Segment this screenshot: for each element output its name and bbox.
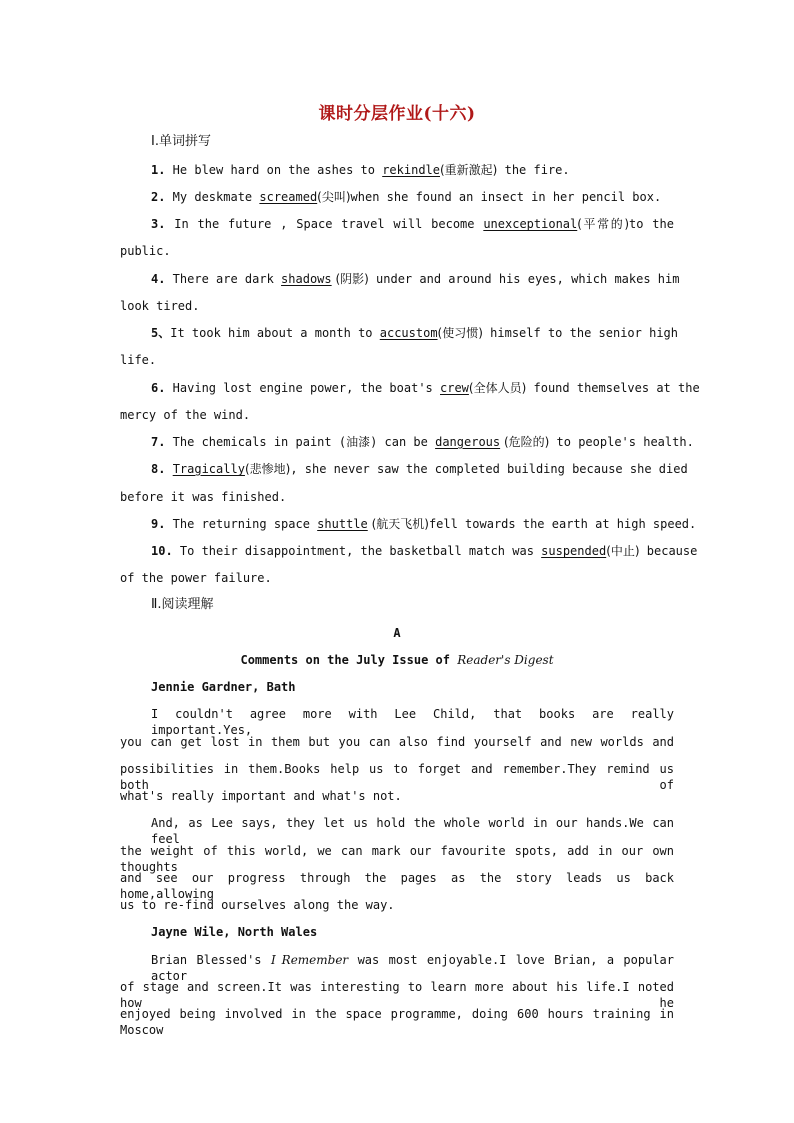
paragraph-line: possibilities in them.Books help us to forget and remember.They remind us both of (120, 762, 674, 792)
paragraph-line: I couldn't agree more with Lee Child, that books are really important.Yes, (151, 707, 674, 737)
answer-word: Tragically (172, 462, 245, 476)
item-text: The returning space (165, 517, 318, 531)
exercise-item-9 (151, 516, 697, 532)
chinese-hint: (航天飞机) (367, 517, 429, 531)
item-text: The chemicals in paint (油漆) can be (165, 435, 436, 449)
item-number: 2. (151, 190, 166, 204)
section-heading-reading: Ⅱ.阅读理解 (151, 597, 214, 612)
item-number: 6. (151, 381, 166, 395)
paragraph-text: was most enjoyable.I love Brian, a popular actor (151, 953, 675, 983)
exercise-item-2 (151, 189, 674, 205)
page-title: 课时分层作业(十六) (318, 104, 476, 124)
answer-word: screamed (259, 190, 318, 204)
item-text: There are dark (165, 272, 282, 286)
paragraph-line: enjoyed being involved in the space programme, doing 600 hours training in Moscow (120, 1007, 674, 1037)
book-title: I Remember (270, 953, 349, 967)
paragraph-text: Brian Blessed's (151, 953, 271, 967)
item-text: the fire. (497, 163, 570, 177)
item-text: found themselves at the (526, 381, 700, 395)
exercise-item-1 (151, 162, 674, 178)
item-number: 1. (151, 163, 166, 177)
section-heading-spelling: Ⅰ.单词拼写 (151, 134, 211, 149)
item-text: when she found an insect in her pencil box. (350, 190, 662, 204)
chinese-hint: (尖叫) (317, 190, 351, 204)
item-continuation: public. (120, 244, 171, 258)
exercise-item-5 (151, 325, 678, 341)
item-text: under and around his eyes, which makes him (368, 272, 680, 286)
item-continuation: look tired. (120, 299, 200, 313)
item-continuation: life. (120, 353, 157, 367)
chinese-hint: (悲惨地) (244, 462, 291, 476)
answer-word: crew (440, 381, 469, 395)
answer-word: accustom (379, 326, 438, 340)
exercise-item-6 (151, 380, 700, 396)
item-text: To their disappointment, the basketball match was (172, 544, 542, 558)
item-number: 4. (151, 272, 166, 286)
paragraph-line (151, 952, 675, 983)
paragraph-line: the weight of this world, we can mark our favourite spots, add in our own thoughts (120, 844, 674, 874)
item-number: 5、 (151, 326, 171, 340)
item-number: 8. (151, 462, 166, 476)
exercise-item-3 (151, 216, 674, 232)
answer-word: shadows (281, 272, 332, 286)
comment-author-1: Jennie Gardner, Bath (151, 680, 296, 694)
item-text: , she never saw the completed building because she died (290, 462, 688, 476)
answer-word: rekindle (382, 163, 440, 177)
item-continuation: mercy of the wind. (120, 408, 251, 422)
heading-text: Comments on the July Issue of (240, 653, 458, 667)
item-text: to the (629, 217, 674, 231)
item-number: 7. (151, 435, 166, 449)
item-continuation: before it was finished. (120, 490, 287, 504)
item-continuation: of the power failure. (120, 571, 272, 585)
magazine-title: Reader's Digest (457, 653, 554, 667)
chinese-hint: (危险的) (500, 435, 550, 449)
item-text: because (639, 544, 698, 558)
chinese-hint: (阴影) (331, 272, 369, 286)
comment-author-2: Jayne Wile, North Wales (151, 925, 318, 939)
paragraph-line: what's really important and what's not. (120, 789, 402, 803)
item-text: It took him about a month to (170, 326, 380, 340)
chinese-hint: (重新激起) (440, 163, 498, 177)
chinese-hint: (平常的) (577, 217, 630, 231)
item-number: 9. (151, 517, 166, 531)
chinese-hint: (使习惯) (437, 326, 483, 340)
item-text: fell towards the earth at high speed. (428, 517, 697, 531)
exercise-item-4 (151, 271, 680, 287)
paragraph-line: And, as Lee says, they let us hold the whole world in our hands.We can feel (151, 816, 674, 846)
answer-word: dangerous (435, 435, 501, 449)
paragraph-line: and see our progress through the pages as the story leads us back home,allowing (120, 871, 674, 901)
answer-word: suspended (541, 544, 607, 558)
chinese-hint: (中止) (606, 544, 640, 558)
item-text: himself to the senior high (482, 326, 678, 340)
passage-letter: A (393, 626, 401, 640)
item-text: He blew hard on the ashes to (165, 163, 383, 177)
item-number: 3. (151, 217, 166, 231)
paragraph-line: us to re-find ourselves along the way. (120, 898, 395, 912)
answer-word: unexceptional (483, 217, 578, 231)
exercise-item-7 (151, 434, 694, 450)
item-text: to people's health. (549, 435, 694, 449)
paragraph-line: of stage and screen.It was interesting to learn more about his life.I noted how he (120, 980, 674, 1010)
chinese-hint: (全体人员) (468, 381, 527, 395)
exercise-item-10 (151, 543, 698, 559)
answer-word: shuttle (317, 517, 368, 531)
item-text (165, 462, 172, 476)
paragraph-line: you can get lost in them but you can also find yourself and new worlds and (120, 735, 674, 749)
passage-heading (0, 652, 794, 668)
exercise-item-8 (151, 461, 688, 477)
item-text: My deskmate (165, 190, 260, 204)
item-number: 10. (151, 544, 173, 558)
item-text: Having lost engine power, the boat's (165, 381, 440, 395)
item-text: In the future , Space travel will become (165, 217, 484, 231)
